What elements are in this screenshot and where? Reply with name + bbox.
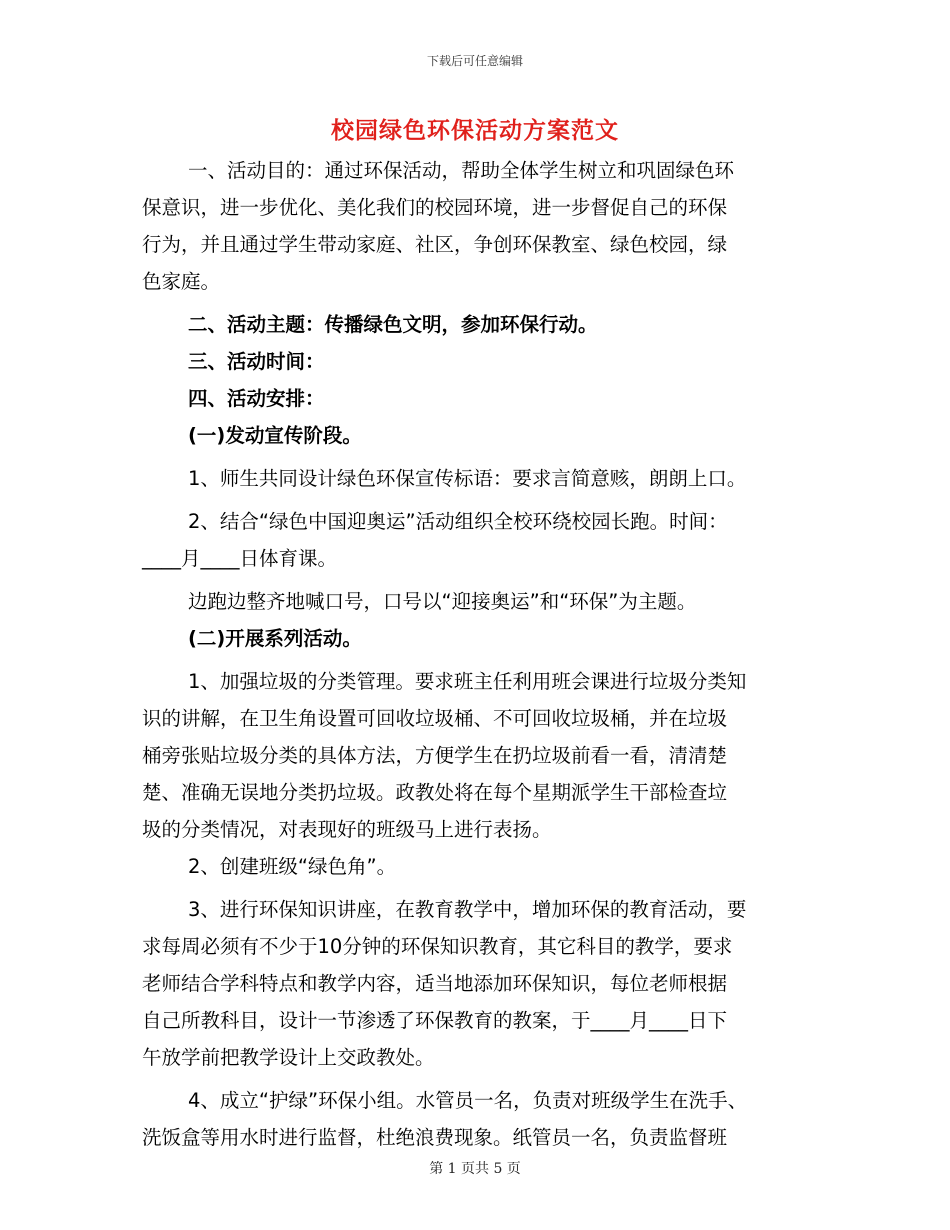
paragraph-line: 自己所教科目，设计一节渗透了环保教育的教案，于____月____日下: [142, 1009, 728, 1032]
document-title: 校园绿色环保活动方案范文: [331, 118, 619, 144]
section-heading: 三、活动时间：: [188, 350, 325, 373]
paragraph-line: 圾的分类情况，对表现好的班级马上进行表扬。: [142, 818, 552, 841]
section-heading: 四、活动安排：: [188, 387, 325, 410]
paragraph-line: 一、活动目的：通过环保活动，帮助全体学生树立和巩固绿色环: [188, 159, 735, 182]
paragraph-line: 识的讲解，在卫生角设置可回收垃圾桶、不可回收垃圾桶，并在垃圾: [142, 707, 728, 730]
paragraph-line: 桶旁张贴垃圾分类的具体方法，方便学生在扔垃圾前看一看，清清楚: [142, 744, 728, 767]
paragraph-line: 1、师生共同设计绿色环保宣传标语：要求言简意赅，朗朗上口。: [188, 467, 747, 490]
paragraph-line: 午放学前把教学设计上交政教处。: [142, 1046, 435, 1069]
subsection-heading: (二)开展系列活动。: [188, 627, 362, 650]
paragraph-line: 行为，并且通过学生带动家庭、社区，争创环保教室、绿色校园，绿: [142, 233, 728, 256]
paragraph-line: 求每周必须有不少于10分钟的环保知识教育，其它科目的教学，要求: [142, 935, 733, 958]
page-footer: 第 1 页共 5 页: [429, 1161, 521, 1177]
subsection-heading: (一)发动宣传阶段。: [188, 424, 362, 447]
paragraph-line: 边跑边整齐地喊口号，口号以“迎接奥运”和“环保”为主题。: [188, 590, 697, 613]
paragraph-line: 老师结合学科特点和教学内容，适当地添加环保知识，每位老师根据: [142, 972, 728, 995]
paragraph-line: 2、结合“绿色中国迎奥运”活动组织全校环绕校园长跑。时间：: [188, 510, 728, 533]
paragraph-line: 4、成立“护绿”环保小组。水管员一名，负责对班级学生在洗手、: [188, 1089, 748, 1112]
paragraph-line: 洗饭盒等用水时进行监督，杜绝浪费现象。纸管员一名，负责监督班: [142, 1126, 728, 1149]
page-header: 下载后可任意编辑: [426, 54, 523, 68]
paragraph-line: 保意识，进一步优化、美化我们的校园环境，进一步督促自己的环保: [142, 196, 728, 219]
paragraph-line: 1、加强垃圾的分类管理。要求班主任利用班会课进行垃圾分类知: [188, 670, 747, 693]
paragraph-line: ____月____日体育课。: [142, 547, 338, 570]
paragraph-line: 3、进行环保知识讲座，在教育教学中，增加环保的教育活动，要: [188, 898, 747, 921]
paragraph-line: 色家庭。: [142, 270, 221, 293]
document-body: [142, 152, 814, 1156]
paragraph-line: 楚、准确无误地分类扔垃圾。政教处将在每个星期派学生干部检查垃: [142, 781, 728, 804]
paragraph-line: 2、创建班级“绿色角”。: [188, 855, 397, 878]
section-heading: 二、活动主题：传播绿色文明，参加环保行动。: [188, 313, 598, 336]
